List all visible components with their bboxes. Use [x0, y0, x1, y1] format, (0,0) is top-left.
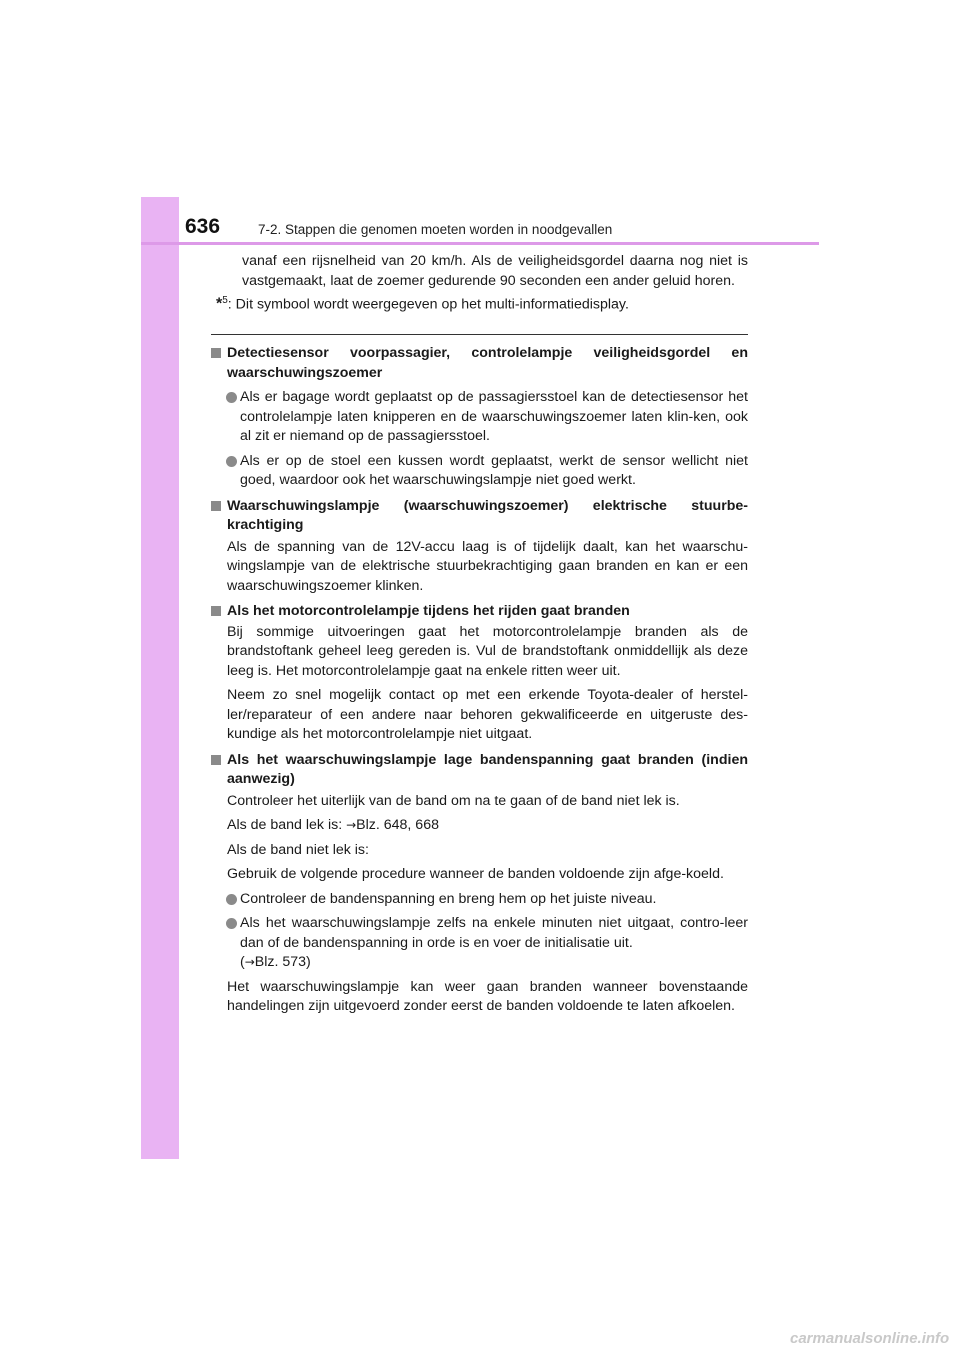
square-bullet-icon — [211, 501, 221, 511]
section-heading — [211, 344, 748, 383]
chapter-title: 7-2. Stappen die genomen moeten worden in noodgevallen — [258, 222, 613, 237]
circle-bullet-icon — [226, 894, 237, 905]
list-item-text: Controleer de bandenspanning en breng hem op het juiste niveau. — [240, 890, 657, 907]
body-paragraph: Bij sommige uitvoeringen gaat het motorcontrolelampje branden als de brandstoftank geheel leeg gereden is. Vul de brandstoftank onmiddellijk als deze leeg is. Het motorcontrolelampje gaat na enkele ritten weer uit. — [227, 623, 748, 679]
section-engine-light — [211, 602, 748, 745]
header-rule — [141, 242, 819, 245]
body-paragraph — [211, 816, 748, 836]
section-power-steering — [211, 497, 748, 597]
list-item — [211, 388, 748, 447]
page-content — [211, 252, 748, 1017]
reference-open-paren: ( — [240, 954, 245, 971]
section-heading-text: Als het motorcontrolelampje tijdens het rijden gaat branden — [227, 603, 630, 620]
footnote-number: 5 — [222, 295, 228, 306]
footnote — [211, 291, 748, 315]
list-item — [211, 452, 748, 491]
section-heading — [211, 497, 748, 536]
body-paragraph: Neem zo snel mogelijk contact op met een erkende Toyota-dealer of herstel-ler/reparateur of een andere naar behoren gekwalificeerde en uitgeruste des-kundige als het motorcontrolelampje niet uitgaat. — [227, 687, 748, 743]
section-heading-text: Als het waarschuwingslampje lage bandenspanning gaat branden (indien aanwezig) — [227, 751, 748, 788]
section-divider — [211, 334, 748, 335]
footnote-star: * — [216, 295, 223, 313]
footnote-text: : Dit symbool wordt weergegeven op het multi-informatiedisplay. — [227, 296, 629, 313]
section-heading-text: Detectiesensor voorpassagier, controlelampje veiligheidsgordel en waarschuwingszoemer — [227, 345, 748, 381]
square-bullet-icon — [211, 755, 221, 765]
list-item-text: Als het waarschuwingslampje zelfs na enkele minuten niet uitgaat, contro-leer dan of de bandenspanning in orde is en voer de initialisatie uit. — [240, 915, 748, 951]
arrow-right-icon: → — [346, 818, 357, 833]
section-heading — [211, 751, 748, 790]
body-paragraph: Controleer het uiterlijk van de band om na te gaan of de band niet lek is. — [227, 792, 680, 809]
list-item — [211, 914, 748, 973]
section-heading — [211, 602, 748, 622]
section-tire-pressure — [211, 751, 748, 1017]
page-number: 636 — [185, 215, 221, 238]
square-bullet-icon — [211, 348, 221, 358]
section-passenger-sensor — [211, 344, 748, 491]
arrow-right-icon: → — [244, 955, 255, 970]
page-reference-link[interactable]: Blz. 648, 668 — [356, 817, 439, 834]
continuation-paragraph: vanaf een rijsnelheid van 20 km/h. Als de veiligheidsgordel daarna nog niet is vastgemaakt, laat de zoemer gedurende 90 seconden een ander geluid horen. — [242, 253, 748, 289]
list-item-text: Als er bagage wordt geplaatst op de passagiersstoel kan de detectiesensor het controlelampje laten knipperen en de waarschuwingszoemer laten klin-ken, ook al zit er niemand op de passagiersstoel. — [240, 389, 748, 445]
square-bullet-icon — [211, 606, 221, 616]
body-paragraph: Gebruik de volgende procedure wanneer de banden voldoende zijn afge-koeld. — [227, 866, 724, 883]
reference-prefix: Als de band lek is: — [227, 817, 347, 834]
circle-bullet-icon — [226, 456, 237, 467]
circle-bullet-icon — [226, 918, 237, 929]
section-heading-text: Waarschuwingslampje (waarschuwingszoemer) elektrische stuurbe-krachtiging — [227, 497, 748, 534]
list-item-text: Als er op de stoel een kussen wordt geplaatst, werkt de sensor wellicht niet goed, waardoor ook het waarschuwingslampje niet goed werkt. — [240, 452, 748, 489]
watermark: carmanualsonline.info — [790, 1330, 950, 1347]
chapter-side-band — [141, 197, 179, 1159]
body-paragraph: Het waarschuwingslampje kan weer gaan branden wanneer bovenstaande handelingen zijn uitgevoerd zonder eerst de banden voldoende te laten afkoelen. — [227, 978, 748, 1015]
list-item — [211, 890, 748, 910]
body-paragraph: Als de spanning van de 12V-accu laag is of tijdelijk daalt, kan het waarschu-wingslampje van de elektrische stuurbekrachtiging gaan branden en kan er een waarschuwingszoemer klinken. — [227, 538, 748, 594]
body-paragraph: Als de band niet lek is: — [227, 841, 369, 858]
page-reference-link[interactable]: Blz. 573) — [254, 954, 311, 971]
circle-bullet-icon — [226, 392, 237, 403]
